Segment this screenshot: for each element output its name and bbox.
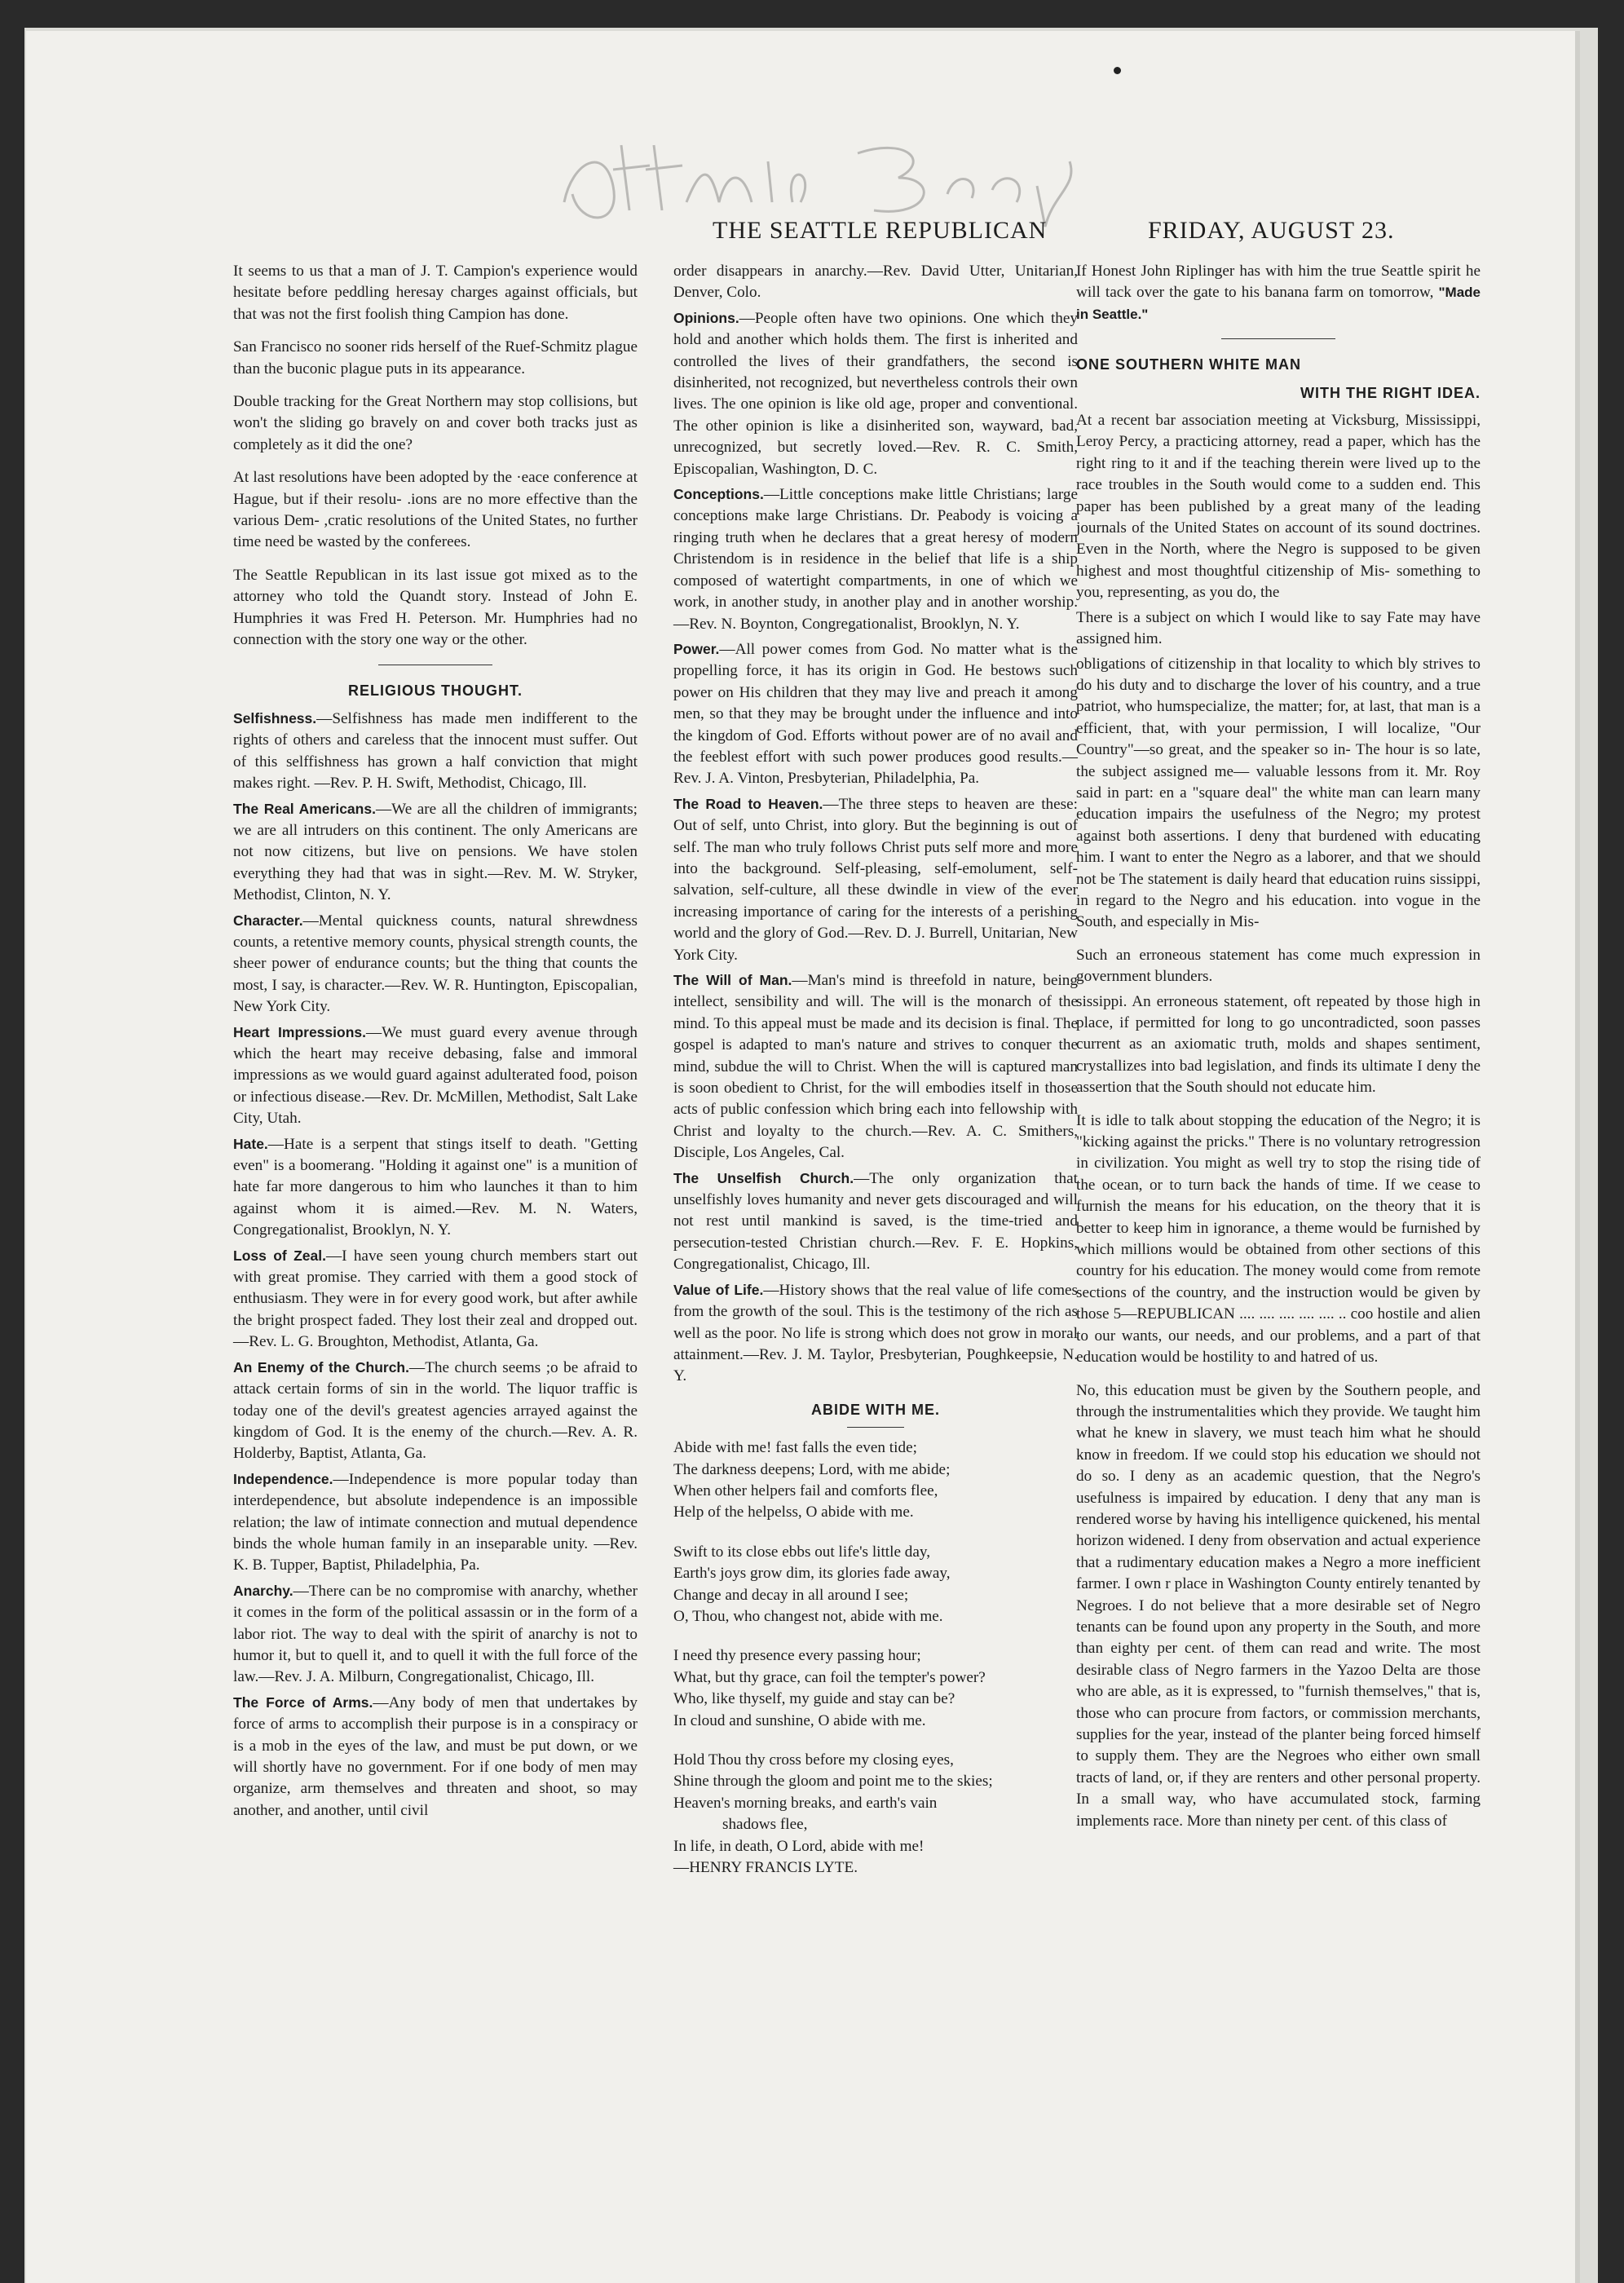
item-lead: The Will of Man. [673, 972, 792, 988]
section-title: RELIGIOUS THOUGHT. [347, 682, 523, 699]
article-item [233, 1245, 638, 1353]
page-edge [1575, 31, 1580, 2283]
item-lead: The Force of Arms. [233, 1693, 373, 1711]
divider [847, 1427, 904, 1428]
item-text: —We are all the children of immigrants; we are all intruders on this continent. The only Americans are not now citizens, but live on pensions. We have stolen everything they had that was in sight.—Rev. M. W. Stryker, Methodist, Clinton, N. Y. [233, 800, 638, 904]
page-header [26, 217, 1580, 258]
poem-line: Change and decay in all around I see; [673, 1586, 909, 1604]
poem-line: Heaven's morning breaks, and earth's vain [673, 1794, 938, 1812]
paragraph: It seems to us that a man of J. T. Campion's experience would hesitate before peddling heresay charges against officials, but that was not the first foolish thing Campion has done. [233, 263, 638, 323]
poem-title: ABIDE WITH ME. [811, 1401, 940, 1418]
paragraph: At a recent bar association meeting at Vicksburg, Mississippi, Leroy Percy, a practicing attorney, read a paper, which has the right ring to it and if the teaching therein were lived up to the race troubles in the South would come to a sudden end. This paper has been published by a great many of the leading journals of the United States on account of its sound doctrines. Even in the North, where the Negro is supposed to be given highest and most thoughtful citizenship of Mis- something to you, representing, as you do, the [1076, 412, 1481, 602]
poem-line: Hold Thou thy cross before my closing eyes, [673, 1751, 954, 1769]
paragraph: obligations of citizenship in that locality to which bly strives to do his duty and to discharge the lover of his country, and a true patriot, who humspecialize, the matter; for, at last, that man is a efficient, that, with your permission, I will localize, "Our Country"—so great, and the speaker so in- The hour is so late, the subject assigned me— valuable lessons from it. Mr. Roy said in part: en a "square deal" the white man can learn many education impairs the usefulness of the Negro; my protest against both assertions. I deny that burdened with educating him. I want to enter the Negro as a laborer, and that we should not be The statement is daily heard that education ruins sissippi, in regard to the Negro and his education. into vogue in the South, and especially in Mis- [1076, 655, 1481, 931]
item-text: —Hate is a serpent that stings itself to death. "Getting even" is a boomerang. "Holding it against one" is a munition of hate far more dangerous to him who launches it than to him against whom it is aimed.—Rev. M. N. Waters, Congregationalist, Brooklyn, N. Y. [233, 1135, 638, 1239]
item-text: —All power comes from God. No matter what is the propelling force, it has its origin in God. He bestows such power on His children that they may live and preach it among men, so that they may be brought under the influence and into the kingdom of God. Efforts without power are of no avail and the feeblest effort with such power produces good results.—Rev. J. A. Vinton, Presbyterian, Philadelphia, Pa. [673, 640, 1078, 788]
item-text: —The church seems ;o be afraid to attack certain forms of sin in the world. The liquor traffic is today one of the devil's greatest agencies arrayed against the kingdom of God. It is the enemy of the church.—Rev. A. R. Holderby, Baptist, Atlanta, Ga. [233, 1358, 638, 1463]
item-text: —People often have two opinions. One which they hold and another which holds them. The first is inherited and controlled the lives of their grandfathers, the second is disinherited, not recognized, but nevertheless controls their own lives. The one opinion is like old age, proper and conventional. The other opinion is like a disinherited son, wayward, bad, unrecognized, but secretly loved.—Rev. R. C. Smith, Episcopalian, Washington, D. C. [673, 309, 1078, 478]
item-lead: The Real Americans. [233, 800, 376, 817]
article-item [233, 1357, 638, 1465]
poem-line: In life, in death, O Lord, abide with me! [673, 1837, 925, 1855]
poem-line: When other helpers fail and comforts flee, [673, 1482, 938, 1499]
paragraph: Such an erroneous statement has come much expression in government blunders. [1076, 946, 1481, 986]
stanza [673, 1750, 1078, 1857]
item-lead: Opinions. [673, 309, 739, 326]
item-text: —Mental quickness counts, natural shrewdness counts, a retentive memory counts, physical strength counts, the sheer power of endurance counts; but the thing that counts the most, I say, is character.—Rev. W. R. Huntington, Episcopalian, New York City. [233, 912, 638, 1016]
item-text: —There can be no compromise with anarchy, whether it comes in the form of the political assassin or in the form of a labor riot. The way to deal with the spirit of anarchy is not to humor it, but to quell it, and to quell it with the full force of the law.—Rev. J. A. Milburn, Congregationalist, Chicago, Ill. [233, 1582, 638, 1686]
item-lead: The Road to Heaven. [673, 795, 823, 812]
intro-text: If Honest John Riplinger has with him the true Seattle spirit he will tack over the gate to his banana farm on tomorrow, [1076, 263, 1481, 302]
article-item [673, 638, 1078, 790]
article-item [673, 484, 1078, 635]
poem-line: Shine through the gloom and point me to the skies; [673, 1773, 993, 1791]
paragraph: San Francisco no sooner rids herself of the Ruef-Schmitz plague than the buconic plague puts in its appearance. [233, 338, 638, 378]
poem-line: Help of the helpelss, O abide with me. [673, 1504, 914, 1521]
item-lead: Heart Impressions. [233, 1023, 366, 1040]
article-subheadline: WITH THE RIGHT IDEA. [1300, 384, 1481, 401]
poem-line: In cloud and sunshine, O abide with me. [673, 1711, 926, 1729]
stanza [673, 1542, 1078, 1628]
poem-line: Who, like thyself, my guide and stay can be? [673, 1690, 955, 1708]
article-item [233, 1022, 638, 1130]
stanza [673, 1437, 1078, 1524]
dateline: FRIDAY, AUGUST 23. [1148, 217, 1395, 244]
article-item [673, 307, 1078, 480]
item-lead: Conceptions. [673, 486, 764, 503]
made-in-seattle: "Made in Seattle." [1076, 285, 1481, 322]
divider [1221, 338, 1335, 339]
item-text: —History shows that the real value of life comes from the growth of the soul. This is the testimony of the rich as well as the poor. No life is strong which does not grow in moral attainment.—Rev. J. M. Taylor, Presbyterian, Poughkeepsie, N. Y. [673, 1281, 1078, 1385]
newspaper-page [26, 31, 1580, 2283]
poem-line: What, but thy grace, can foil the tempter's power? [673, 1668, 986, 1686]
paragraph: sissippi. An erroneous statement, oft repeated by those high in place, if permitted for long to go uncontradicted, soon passes current as an axiomatic truth, molds and shapes sentiment, crystallizes into bad legislation, and finds its ultimate I deny the assertion that the South should not educate him. [1076, 992, 1481, 1097]
article-item [233, 910, 638, 1018]
article-item [233, 798, 638, 907]
item-lead: Hate. [233, 1135, 268, 1152]
paragraph: It is idle to talk about stopping the education of the Negro; it is "kicking against the pricks." There is no voluntary retrogression in civilization. You might as well try to stop the rising tide of the ocean, or to turn back the hands of time. If we cease to furnish the means for his education, on the theory that it is better to keep him in ignorance, a theme would be furnished by which millions would be obtained from other sections of this country for his education. The money would come from remote sections of the country, and the instruction would be given by those 5—REPUBLICAN .... .... .... .... .... .. coo hostile and alien to our wants, our needs, and our problems, and a part of that education would be hostility to and hatred of us. [1076, 1111, 1481, 1367]
item-text: —Independence is more popular today than interdependence, but absolute independence is an impossible relation; the law of intimate connection and mutual dependence binds the whole human family in an inseparable unity. —Rev. K. B. Tupper, Baptist, Philadelphia, Pa. [233, 1470, 638, 1574]
article-item [233, 1468, 638, 1577]
article-item [673, 1279, 1078, 1388]
poem-line: I need thy presence every passing hour; [673, 1647, 921, 1665]
item-lead: Anarchy. [233, 1582, 293, 1599]
item-lead: Loss of Zeal. [233, 1247, 326, 1264]
item-text: —Selfishness has made men indifferent to the rights of others and careless that the innocent must suffer. Out of this selffishness has grown a half conviction that might makes right. —Rev. P. H. Swift, Methodist, Chicago, Ill. [233, 709, 638, 793]
item-lead: Independence. [233, 1470, 333, 1487]
poem-line: Swift to its close ebbs out life's little day, [673, 1543, 931, 1561]
article-item [233, 1133, 638, 1242]
poem-line: O, Thou, who changest not, abide with me. [673, 1607, 943, 1625]
column-1 [233, 261, 638, 1825]
item-lead: Value of Life. [673, 1281, 764, 1298]
poem-line: shadows flee, [722, 1816, 808, 1834]
item-text: —The only organization that unselfishly loves humanity and never gets discouraged and will not rest until mankind is saved, is the time-tried and persecution-tested Christian church.—Rev. F. E. Hopkins, Congregationalist, Chicago, Ill. [673, 1169, 1078, 1274]
article-item [233, 1692, 638, 1822]
item-text: —Man's mind is threefold in nature, being intellect, sensibility and will. The will is the monarch of the mind. To this appeal must be made and its decision is final. The gospel is adapted to man's nature and strives to conquer the mind, subdue the will to Christ. When the will is captured man is soon obedient to Christ, for the will embodies itself in those acts of public confession which bring each into fellowship with Christ and loyalty to the church.—Rev. A. C. Smithers, Disciple, Los Angeles, Cal. [673, 972, 1078, 1162]
poem [673, 1437, 1078, 1879]
article-item [673, 969, 1078, 1164]
item-lead: Character. [233, 912, 303, 929]
article-item [673, 793, 1078, 966]
article-headline: ONE SOUTHERN WHITE MAN [1076, 356, 1301, 373]
ink-dot [1114, 67, 1121, 74]
column-2 [673, 261, 1078, 1897]
paragraph [1076, 261, 1481, 325]
column-3 [1076, 261, 1481, 1844]
item-lead: Power. [673, 640, 720, 657]
item-text: —Any body of men that undertakes by force of arms to accomplish their purpose is in a conspiracy or is a mob in the eyes of the law, and must be put down, or we will shortly have no government. For if one body of men may organize, arm themselves and threaten and shoot, so may another, and another, until civil [233, 1693, 638, 1819]
stanza [673, 1645, 1078, 1732]
item-lead: The Unselfish Church. [673, 1169, 854, 1186]
poem-author: —HENRY FRANCIS LYTE. [673, 1859, 858, 1877]
item-text: —The three steps to heaven are these: Out of self, unto Christ, into glory. But the beginning is out of self. The man who truly follows Christ puts self more and more into the background. Self-pleasing, self-emolument, self-salvation, self-culture, all these dwindle in view of the ever increasing importance of caring for the interests of a perishing world and the glory of God.—Rev. D. J. Burrell, Unitarian, New York City. [673, 795, 1078, 964]
poem-line: Earth's joys grow dim, its glories fade away, [673, 1565, 951, 1583]
paragraph: At last resolutions have been adopted by the ·eace conference at Hague, but if their resolu- .ions are no more effective than the various Dem- ,cratic resolutions of the United States, no further time need be wasted by the conferees. [233, 469, 638, 551]
article-item [233, 708, 638, 795]
continuation-text: order disappears in anarchy.—Rev. David Utter, Unitarian, Denver, Colo. [673, 263, 1078, 302]
item-text: —I have seen young church members start out with great promise. They carried with them a good stock of enthusiasm. They were in for every good work, but after awhile the bright prospect faded. They lost their zeal and dropped out.—Rev. L. G. Broughton, Methodist, Atlanta, Ga. [233, 1247, 638, 1351]
item-text: —We must guard every avenue through which the heart may receive debasing, false and immoral impressions as we would guard against adulterated food, poison or infectious disease.—Rev. Dr. McMillen, Methodist, Salt Lake City, Utah. [233, 1023, 638, 1128]
item-lead: Selfishness. [233, 709, 317, 726]
paragraph: There is a subject on which I would like to say Fate may have assigned him. [1076, 608, 1481, 648]
poem-line: Abide with me! fast falls the even tide; [673, 1439, 917, 1457]
poem-line: The darkness deepens; Lord, with me abide; [673, 1460, 951, 1478]
article-item [233, 1580, 638, 1689]
paragraph: No, this education must be given by the Southern people, and through the instrumentalities which they provide. We taught him what he knew in slavery, we must teach him what he should know in freedom. If we could stop his education we should not do so. I deny as an academic question, that the Negro's usefulness is impaired by education. I deny that any man is rendered worse by having his intelligence quickened, his mental horizon widened. I deny from observation and actual experience that a rudimentary education makes a Negro a more inefficient farmer. I own r place in Washington County entirely tenanted by Negroes. I do not believe that a more desirable set of Negro tenants can be found upon any property in the South, and more than eighty per cent. of them can read and write. The most desirable class of Negro farmers in the Yazoo Delta are those who are able, as it is expressed, to "furnish themselves," that is, those who can procure from factors, or commission merchants, supplies for the year, instead of the planter being forced himself to supply them. They are the Negroes who either own small tracts of land, or, if they are renters and other personal property. In a small way, who have accumulated stock, farming implements race. More than ninety per cent. of this class of [1076, 1381, 1481, 1830]
paragraph: Double tracking for the Great Northern may stop collisions, but won't the sliding go bravely on and cover both tracks just as completely as it did the one? [233, 393, 638, 453]
masthead: THE SEATTLE REPUBLICAN [713, 217, 1048, 244]
article-item [673, 1168, 1078, 1276]
item-text: —Little conceptions make little Christians; large conceptions make large Christians. Dr. Peabody is voicing a ringing truth when he declares that a great heresy of modern Christendom is in residence in the belief that life is a ship composed of watertight compartments, in one of which we work, in another study, in another play and in another worship.—Rev. N. Boynton, Congregationalist, Brooklyn, N. Y. [673, 486, 1078, 633]
item-lead: An Enemy of the Church. [233, 1358, 409, 1376]
paragraph: The Seattle Republican in its last issue got mixed as to the attorney who told the Quandt story. Instead of John E. Humphries it was Fred H. Peterson. Mr. Humphries had no connection with the story one way or the other. [233, 566, 638, 649]
